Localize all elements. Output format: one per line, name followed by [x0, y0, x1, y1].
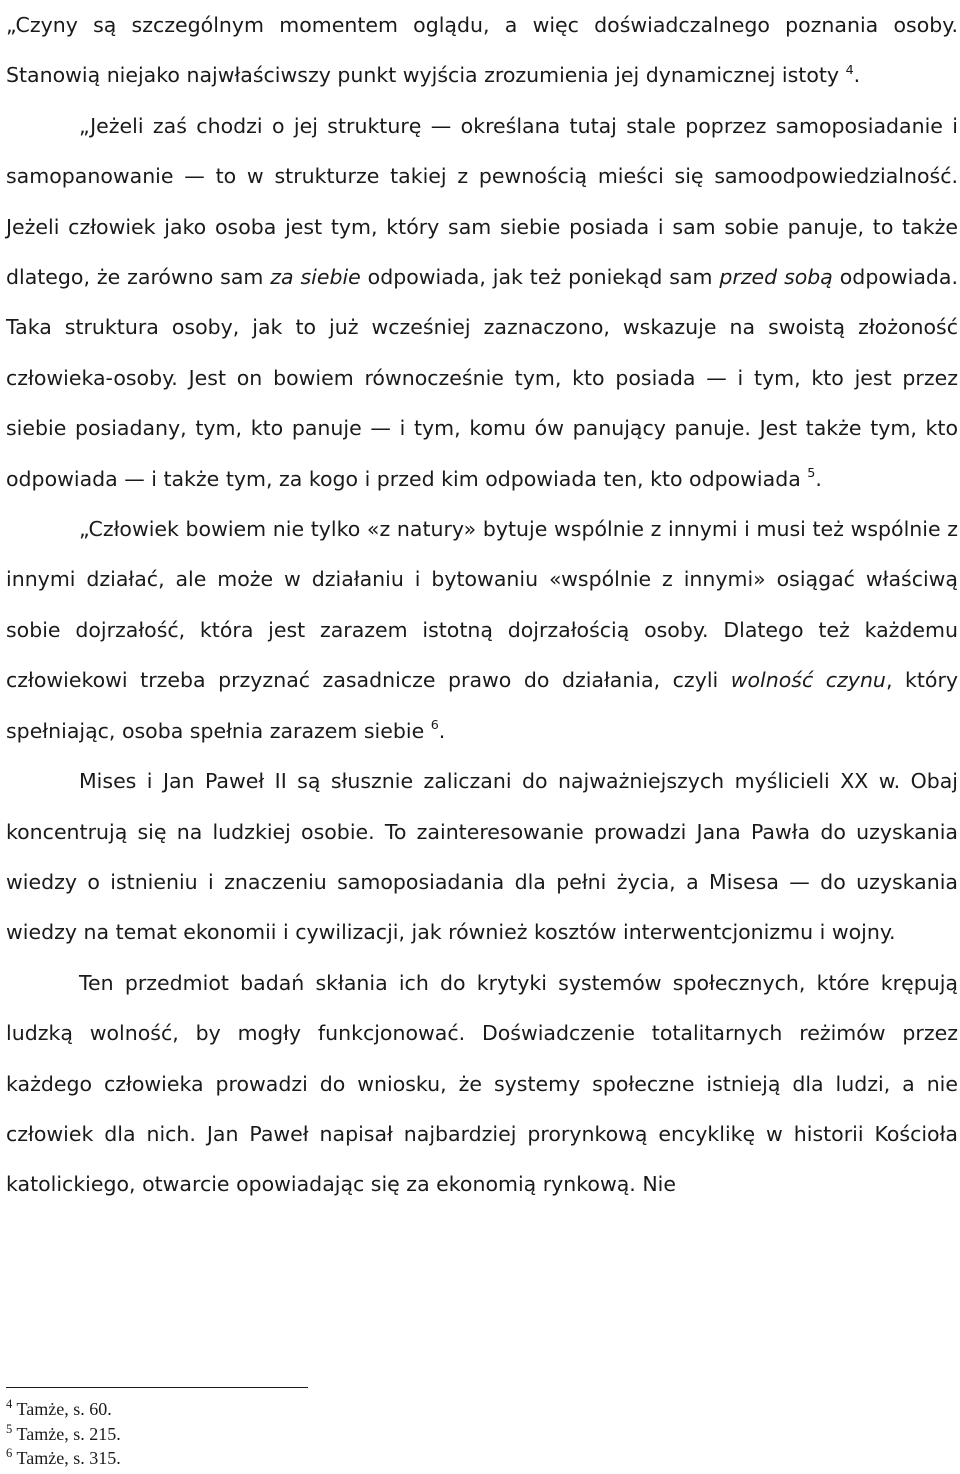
text-run: , który spełniając, osoba spełnia zarazem siebie: [6, 668, 959, 743]
document-page: [6, 0, 958, 1210]
footnote: [6, 1397, 121, 1422]
footnote-number: 4: [6, 1397, 13, 1412]
body-text: [6, 0, 958, 1210]
footnote-number: 5: [6, 1421, 13, 1436]
text-run: „Człowiek bowiem nie tylko «z natury» bytuje wspólnie z innymi i musi też wspólnie z innymi działać, ale może w działaniu i bytowaniu «wspólnie z innymi» osiągać właściwą sobie dojrzałość, która jest zarazem istotną dojrzałością osoby. Dlatego też każdemu człowiekowi trzeba przyznać zasadnicze prawo do działania, czyli: [6, 517, 958, 693]
footnote-separator: [6, 1387, 308, 1388]
footnote-number: 6: [6, 1446, 13, 1461]
text-run: odpowiada. Taka struktura osoby, jak to już wcześniej zaznaczono, wskazuje na swoistą złożoność człowieka-osoby. Jest on bowiem równocześnie tym, kto posiada — i tym, kto jest przez siebie posiadany, tym, kto panuje — i tym, komu ów panujący panuje. Jest także tym, kto odpowiada — i także tym, za kogo i przed kim odpowiada ten, kto odpowiada: [6, 265, 958, 491]
footnote-text: Tamże, s. 315.: [16, 1448, 121, 1468]
paragraph: [6, 101, 958, 504]
paragraph: [6, 0, 958, 101]
text-run: Ten przedmiot badań skłania ich do krytyki systemów społecznych, które krępują ludzką wolność, by mogły funkcjonować. Doświadczenie totalitarnych reżimów przez każdego człowieka prowadzi do wniosku, że systemy społeczne istnieją dla ludzi, a nie człowiek dla nich. Jan Paweł napisał najbardziej prorynkową encyklikę w historii Kościoła katolickiego, otwarcie opowiadając się za ekonomią rynkową. Nie: [6, 970, 958, 1197]
footnote-ref: 5: [807, 465, 816, 481]
text-run: .: [853, 63, 861, 88]
italic-text: przed sobą: [719, 265, 833, 290]
text-run: „Czyny są szczególnym momentem oglądu, a więc doświadczalnego poznania osoby. Stanowią niejako najwłaściwszy punkt wyjścia zrozumienia jej dynamicznej istoty: [6, 13, 958, 88]
text-run: odpowiada, jak też poniekąd sam: [360, 265, 720, 290]
text-run: .: [438, 718, 446, 743]
footnote-ref: 4: [845, 62, 854, 78]
paragraph: [6, 756, 958, 958]
text-run: Mises i Jan Paweł II są słusznie zaliczani do najważniejszych myślicieli XX w. Obaj koncentrują się na ludzkiej osobie. To zainteresowanie prowadzi Jana Pawła do uzyskania wiedzy o istnieniu i znaczeniu samoposiadania dla pełni życia, a Misesa — do uzyskania wiedzy na temat ekonomii i cywilizacji, jak również kosztów interwentcjonizmu i wojny.: [6, 769, 958, 945]
footnote-ref: 6: [430, 717, 439, 733]
text-run: „Jeżeli zaś chodzi o jej strukturę — określana tutaj stale poprzez samoposiadanie i samopanowanie — to w strukturze takiej z pewnością mieści się samoodpowiedzialność. Jeżeli człowiek jako osoba jest tym, który sam siebie posiada i sam sobie panuje, to także dlatego, że zarówno sam: [6, 113, 958, 290]
italic-text: za siebie: [270, 265, 361, 290]
text-run: .: [815, 466, 822, 491]
italic-text: wolność czynu: [730, 668, 886, 693]
footnote: [6, 1422, 121, 1447]
paragraph: [6, 504, 958, 756]
footnotes: [6, 1397, 121, 1471]
footnote-text: Tamże, s. 215.: [16, 1423, 121, 1444]
footnote: [6, 1446, 121, 1471]
footnote-text: Tamże, s. 60.: [16, 1399, 112, 1419]
paragraph: [6, 958, 958, 1210]
